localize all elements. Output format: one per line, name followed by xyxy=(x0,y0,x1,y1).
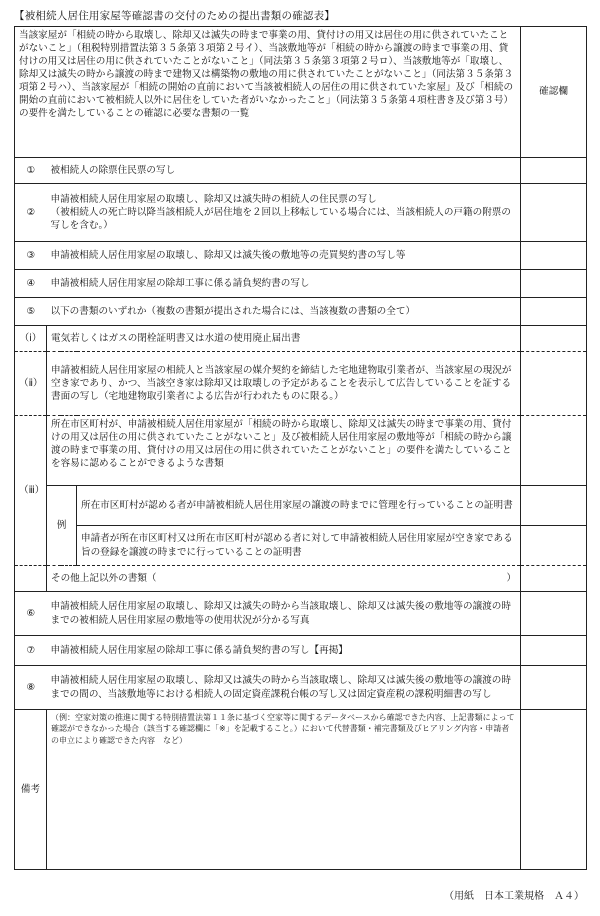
item-2-text: 申請被相続人居住用家屋の取壊し、除却又は滅失時の相続人の住民票の写し xyxy=(50,193,377,205)
item-4-number: ④ xyxy=(15,270,47,298)
document-title: 【被相続人居住用家屋等確認書の交付のための提出書類の確認表】 xyxy=(14,10,335,22)
other-docs-text: その他上記以外の書類（ xyxy=(51,572,157,584)
item-7-number: ⑦ xyxy=(15,636,47,666)
item-8-number: ⑧ xyxy=(15,666,47,710)
other-docs-checkbox[interactable] xyxy=(521,566,587,592)
sub-ii-text: 申請被相続人居住用家屋の相続人と当該家屋の媒介契約を締結した宅地建物取引業者が、当該家屋の現況が空き家であり、かつ、当該空き家は除却又は取壊しの予定があることを表示して広告していることを証する書面の写し（宅地建物取引業者による広告が行われたものに限る。） xyxy=(47,352,521,416)
item-1-text: 被相続人の除票住民票の写し xyxy=(47,158,521,184)
item-8-checkbox[interactable] xyxy=(521,666,587,710)
sub-iii-example-1-checkbox[interactable] xyxy=(521,486,587,526)
item-2-number: ② xyxy=(15,184,47,242)
item-6-text: 申請被相続人居住用家屋の取壊し、除却又は滅失の時から当該取壊し、除却又は滅失後の敷地等の譲渡の時までの被相続人居住用家屋の敷地等の使用状況が分かる写真 xyxy=(47,592,521,636)
sub-i-label: （ⅰ） xyxy=(15,326,47,352)
sub-iii-label: （ⅲ） xyxy=(15,416,47,566)
item-5-number: ⑤ xyxy=(15,298,47,326)
sub-ii-checkbox[interactable] xyxy=(521,352,587,416)
sub-iii-example-2-checkbox[interactable] xyxy=(521,526,587,566)
item-4-text: 申請被相続人居住用家屋の除却工事に係る請負契約書の写し xyxy=(47,270,521,298)
sub-iii-checkbox[interactable] xyxy=(521,416,587,486)
item-4-checkbox[interactable] xyxy=(521,270,587,298)
item-3-checkbox[interactable] xyxy=(521,242,587,270)
sub-ii-label: （ⅱ） xyxy=(15,352,47,416)
item-1-checkbox[interactable] xyxy=(521,158,587,184)
remarks-confirm-cell[interactable] xyxy=(521,710,587,870)
item-2-note: （被相続人の死亡時以降当該相続人が居住地を２回以上移転している場合には、当該相続人の戸籍の附票の写しを含む。） xyxy=(50,206,511,232)
item-6-number: ⑥ xyxy=(15,592,47,636)
other-docs-close: ） xyxy=(506,572,517,584)
remarks-label: 備考 xyxy=(15,710,47,870)
sub-i-text: 電気若しくはガスの閉栓証明書又は水道の使用廃止届出書 xyxy=(47,326,521,352)
item-2-cell xyxy=(47,184,521,242)
item-7-checkbox[interactable] xyxy=(521,636,587,666)
item-5-text: 以下の書類のいずれか（複数の書類が提出された場合には、当該複数の書類の全て） xyxy=(47,298,521,326)
sub-iii-text: 所在市区町村が、申請被相続人居住用家屋が「相続の時から取壊し、除却又は滅失の時まで事業の用、貸付けの用又は居住の用に供されていたことがないこと」及び被相続人居住用家屋の敷地等が「相続の時から譲渡の時まで事業の用、貸付けの用又は居住の用に供されていたことがないこと」の要件を満たしていることを容易に認めることができるような書類 xyxy=(47,416,521,486)
other-spacer xyxy=(15,566,47,592)
checklist-table xyxy=(14,26,587,870)
item-2-checkbox[interactable] xyxy=(521,184,587,242)
sub-i-checkbox[interactable] xyxy=(521,326,587,352)
item-6-checkbox[interactable] xyxy=(521,592,587,636)
item-1-number: ① xyxy=(15,158,47,184)
item-3-number: ③ xyxy=(15,242,47,270)
sub-iii-example-2: 申請者が所在市区町村又は所在市区町村が認める者に対して申請被相続人居住用家屋が空き家である旨の登録を譲渡の時までに行っていることの証明書 xyxy=(77,526,521,566)
paper-size-note: （用紙 日本工業規格 Ａ４） xyxy=(444,891,584,902)
item-8-text: 申請被相続人居住用家屋の取壊し、除却又は滅失の時から当該取壊し、除却又は滅失後の敷地等の譲渡の時までの間の、当該敷地等における相続人の固定資産課税台帳の写し又は固定資産税の課税明細書の写し xyxy=(47,666,521,710)
other-docs-cell xyxy=(47,566,521,592)
intro-text: 当該家屋が「相続の時から取壊し、除却又は滅失の時まで事業の用、貸付けの用又は居住の用に供されていたことがないこと」（租税特別措置法第３５条第３項第２号イ）、当該敷地等が「相続の時から譲渡の時まで事業の用、貸付けの用又は居住の用に供されていたことがないこと」（同法第３５条第３項第２号ロ）、当該敷地等が「取壊し、除却又は滅失の時から譲渡の時まで建物又は構築物の敷地の用に供されていたことがないこと」（同法第３５条第３項第２号ハ）、当該家屋が「相続の開始の直前において当該被相続人の居住の用に供されていた家屋」及び「相続の開始の直前において被相続人以外に居住をしていた者がいなかったこと」（同法第３５条第４項柱書き及び第３号）の要件を満たしていることの確認に必要な書類の一覧 xyxy=(15,27,521,158)
remarks-example: （例：空家対策の推進に関する特別措置法第１１条に基づく空家等に関するデータベースから確認できた内容、上記書類によって確認ができなかった場合（該当する確認欄に「※」を記載すること。）において代替書類・補完書類及びヒアリング内容・申請者の申立により確認できた内容 など） xyxy=(47,710,521,870)
item-7-text: 申請被相続人居住用家屋の除却工事に係る請負契約書の写し【再掲】 xyxy=(47,636,521,666)
item-3-text: 申請被相続人居住用家屋の取壊し、除却又は滅失後の敷地等の売買契約書の写し等 xyxy=(47,242,521,270)
sub-iii-example-label: 例 xyxy=(47,486,77,566)
item-5-checkbox[interactable] xyxy=(521,298,587,326)
sub-iii-example-1: 所在市区町村が認める者が申請被相続人居住用家屋の譲渡の時までに管理を行っていることの証明書 xyxy=(77,486,521,526)
confirm-column-header: 確認欄 xyxy=(521,27,587,158)
